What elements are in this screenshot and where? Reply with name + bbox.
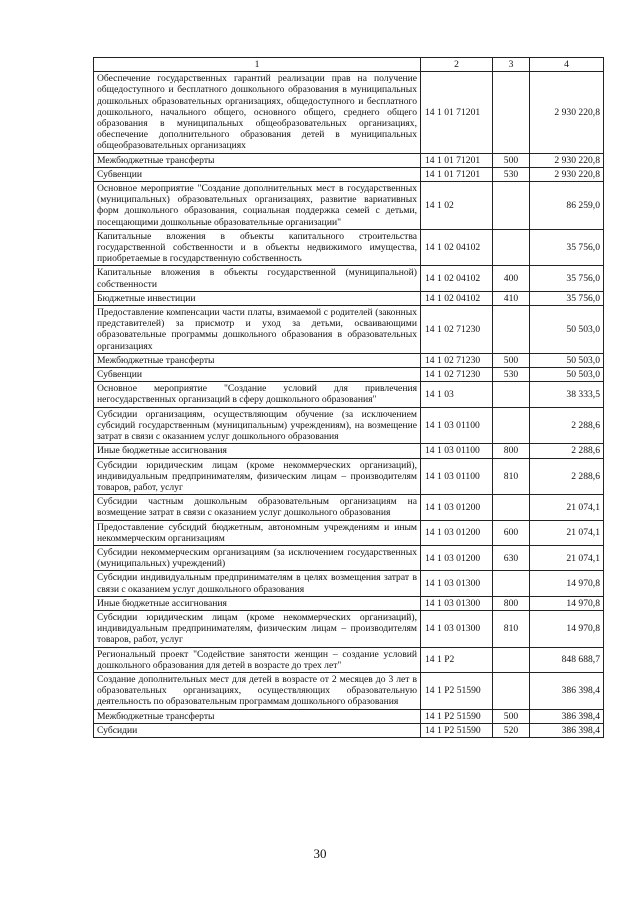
row-expense-type	[493, 72, 530, 153]
table-row	[94, 520, 604, 545]
table-row	[94, 167, 604, 181]
table-header-row	[94, 58, 604, 72]
row-expense-type	[493, 382, 530, 407]
row-code: 14 1 03 01200	[421, 520, 493, 545]
row-expense-type	[493, 229, 530, 266]
row-expense-type: 500	[493, 709, 530, 723]
row-code: 14 1 P2 51590	[421, 672, 493, 709]
row-code: 14 1 03 01300	[421, 596, 493, 610]
row-name: Субсидии юридическим лицам (кроме некоммерческих организаций), индивидуальным предпринимателям, физическим лицам – производителям товаров, работ, услуг	[94, 458, 421, 495]
table-row	[94, 723, 604, 737]
page-number: 30	[313, 846, 327, 861]
row-expense-type	[493, 495, 530, 520]
table-row	[94, 571, 604, 596]
row-name: Иные бюджетные ассигнования	[94, 444, 421, 458]
table-row	[94, 353, 604, 367]
table-row	[94, 545, 604, 570]
row-name: Капитальные вложения в объекты государственной (муниципальной) собственности	[94, 266, 421, 291]
row-name: Субсидии организациям, осуществляющим обучение (за исключением субсидий государственным (муниципальным) учреждениям), на возмещение затрат в связи с оказанием услуг дошкольного образования	[94, 407, 421, 444]
table-row	[94, 291, 604, 305]
row-code: 14 1 01 71201	[421, 153, 493, 167]
table-row	[94, 266, 604, 291]
table-row	[94, 709, 604, 723]
row-expense-type	[493, 647, 530, 672]
row-amount: 86 259,0	[530, 182, 604, 230]
table-row	[94, 368, 604, 382]
row-expense-type: 520	[493, 723, 530, 737]
row-name: Обеспечение государственных гарантий реализации прав на получение общедоступного и бесплатного дошкольного образования в муниципальных дошкольных образовательных организациях, общедоступного и бесплатного дошкольного, начального общего, основного общего, среднего общего образования в муниципальных общеобразовательных организациях, обеспечение дополнительного образования детей в муниципальных общеобразовательных организациях	[94, 72, 421, 153]
row-expense-type: 800	[493, 444, 530, 458]
row-name: Капитальные вложения в объекты капитального строительства государственной собственности и в объекты недвижимого имущества, приобретаемые в государственную собственность	[94, 229, 421, 266]
row-code: 14 1 02 71230	[421, 306, 493, 354]
row-expense-type: 630	[493, 545, 530, 570]
row-name: Субсидии юридическим лицам (кроме некоммерческих организаций), индивидуальным предпринимателям, физическим лицам – производителям товаров, работ, услуг	[94, 610, 421, 647]
row-amount: 2 930 220,8	[530, 167, 604, 181]
table-row	[94, 444, 604, 458]
row-expense-type: 410	[493, 291, 530, 305]
row-code: 14 1 02 04102	[421, 266, 493, 291]
row-name: Межбюджетные трансферты	[94, 153, 421, 167]
row-amount: 386 398,4	[530, 723, 604, 737]
row-code: 14 1 03 01100	[421, 458, 493, 495]
row-amount: 14 970,8	[530, 571, 604, 596]
row-name: Субсидии индивидуальным предпринимателям в целях возмещения затрат в связи с оказанием услуг дошкольного образования	[94, 571, 421, 596]
row-amount: 35 756,0	[530, 266, 604, 291]
table-row	[94, 72, 604, 153]
table-row	[94, 458, 604, 495]
row-expense-type	[493, 306, 530, 354]
row-code: 14 1 03 01300	[421, 610, 493, 647]
row-code: 14 1 03	[421, 382, 493, 407]
row-name: Субсидии частным дошкольным образовательным организациям на возмещение затрат в связи с оказанием услуг дошкольного образования	[94, 495, 421, 520]
row-name: Межбюджетные трансферты	[94, 353, 421, 367]
row-name: Основное мероприятие "Создание дополнительных мест в государственных (муниципальных) образовательных организациях, развитие вариативных форм дошкольного образования, социальная поддержка семей с детьми, посещающими дошкольные образовательные организации"	[94, 182, 421, 230]
row-expense-type: 800	[493, 596, 530, 610]
row-amount: 2 930 220,8	[530, 153, 604, 167]
row-expense-type	[493, 182, 530, 230]
row-code: 14 1 P2 51590	[421, 709, 493, 723]
row-code: 14 1 02 71230	[421, 368, 493, 382]
table-row	[94, 182, 604, 230]
row-amount: 2 930 220,8	[530, 72, 604, 153]
row-name: Субвенции	[94, 167, 421, 181]
row-code: 14 1 02 71230	[421, 353, 493, 367]
row-amount: 35 756,0	[530, 291, 604, 305]
row-name: Бюджетные инвестиции	[94, 291, 421, 305]
row-amount: 50 503,0	[530, 368, 604, 382]
row-name: Межбюджетные трансферты	[94, 709, 421, 723]
table-row	[94, 407, 604, 444]
row-code: 14 1 03 01100	[421, 407, 493, 444]
row-expense-type	[493, 672, 530, 709]
table-row	[94, 229, 604, 266]
column-header-4: 4	[530, 58, 604, 72]
table-row	[94, 153, 604, 167]
row-expense-type: 810	[493, 458, 530, 495]
row-name: Региональный проект "Содействие занятости женщин – создание условий дошкольного образования для детей в возрасте до трех лет"	[94, 647, 421, 672]
column-header-2: 2	[421, 58, 493, 72]
row-code: 14 1 02 04102	[421, 291, 493, 305]
row-code: 14 1 03 01200	[421, 545, 493, 570]
row-amount: 50 503,0	[530, 353, 604, 367]
row-amount: 14 970,8	[530, 610, 604, 647]
row-expense-type: 500	[493, 153, 530, 167]
row-code: 14 1 02	[421, 182, 493, 230]
row-expense-type	[493, 407, 530, 444]
row-name: Основное мероприятие "Создание условий для привлечения негосударственных организаций в сферу дошкольного образования"	[94, 382, 421, 407]
row-expense-type: 500	[493, 353, 530, 367]
row-expense-type: 530	[493, 368, 530, 382]
row-expense-type	[493, 571, 530, 596]
column-header-1: 1	[94, 58, 421, 72]
row-code: 14 1 P2	[421, 647, 493, 672]
row-amount: 14 970,8	[530, 596, 604, 610]
row-amount: 38 333,5	[530, 382, 604, 407]
row-amount: 21 074,1	[530, 495, 604, 520]
row-amount: 21 074,1	[530, 545, 604, 570]
column-header-3: 3	[493, 58, 530, 72]
table-row	[94, 596, 604, 610]
row-name: Субвенции	[94, 368, 421, 382]
row-name: Субсидии некоммерческим организациям (за исключением государственных (муниципальных) учреждений)	[94, 545, 421, 570]
table-row	[94, 610, 604, 647]
row-code: 14 1 03 01200	[421, 495, 493, 520]
row-code: 14 1 03 01100	[421, 444, 493, 458]
row-expense-type: 400	[493, 266, 530, 291]
table-row	[94, 495, 604, 520]
row-code: 14 1 02 04102	[421, 229, 493, 266]
table-row	[94, 647, 604, 672]
row-code: 14 1 P2 51590	[421, 723, 493, 737]
budget-table	[93, 57, 604, 738]
row-code: 14 1 01 71201	[421, 72, 493, 153]
row-expense-type: 810	[493, 610, 530, 647]
row-amount: 386 398,4	[530, 672, 604, 709]
row-code: 14 1 01 71201	[421, 167, 493, 181]
row-amount: 21 074,1	[530, 520, 604, 545]
row-name: Субсидии	[94, 723, 421, 737]
row-amount: 848 688,7	[530, 647, 604, 672]
row-name: Создание дополнительных мест для детей в возрасте от 2 месяцев до 3 лет в образовательных организациях, осуществляющих образовательную деятельность по образовательным программам дошкольного образования	[94, 672, 421, 709]
table-row	[94, 672, 604, 709]
row-code: 14 1 03 01300	[421, 571, 493, 596]
row-amount: 2 288,6	[530, 458, 604, 495]
row-name: Предоставление субсидий бюджетным, автономным учреждениям и иным некоммерческим организациям	[94, 520, 421, 545]
row-name: Предоставление компенсации части платы, взимаемой с родителей (законных представителей) за присмотр и уход за детьми, осваивающими образовательные программы дошкольного образования в образовательных организациях	[94, 306, 421, 354]
table-row	[94, 382, 604, 407]
row-amount: 50 503,0	[530, 306, 604, 354]
row-amount: 35 756,0	[530, 229, 604, 266]
row-amount: 386 398,4	[530, 709, 604, 723]
row-amount: 2 288,6	[530, 407, 604, 444]
row-expense-type: 600	[493, 520, 530, 545]
row-name: Иные бюджетные ассигнования	[94, 596, 421, 610]
row-expense-type: 530	[493, 167, 530, 181]
table-row	[94, 306, 604, 354]
row-amount: 2 288,6	[530, 444, 604, 458]
